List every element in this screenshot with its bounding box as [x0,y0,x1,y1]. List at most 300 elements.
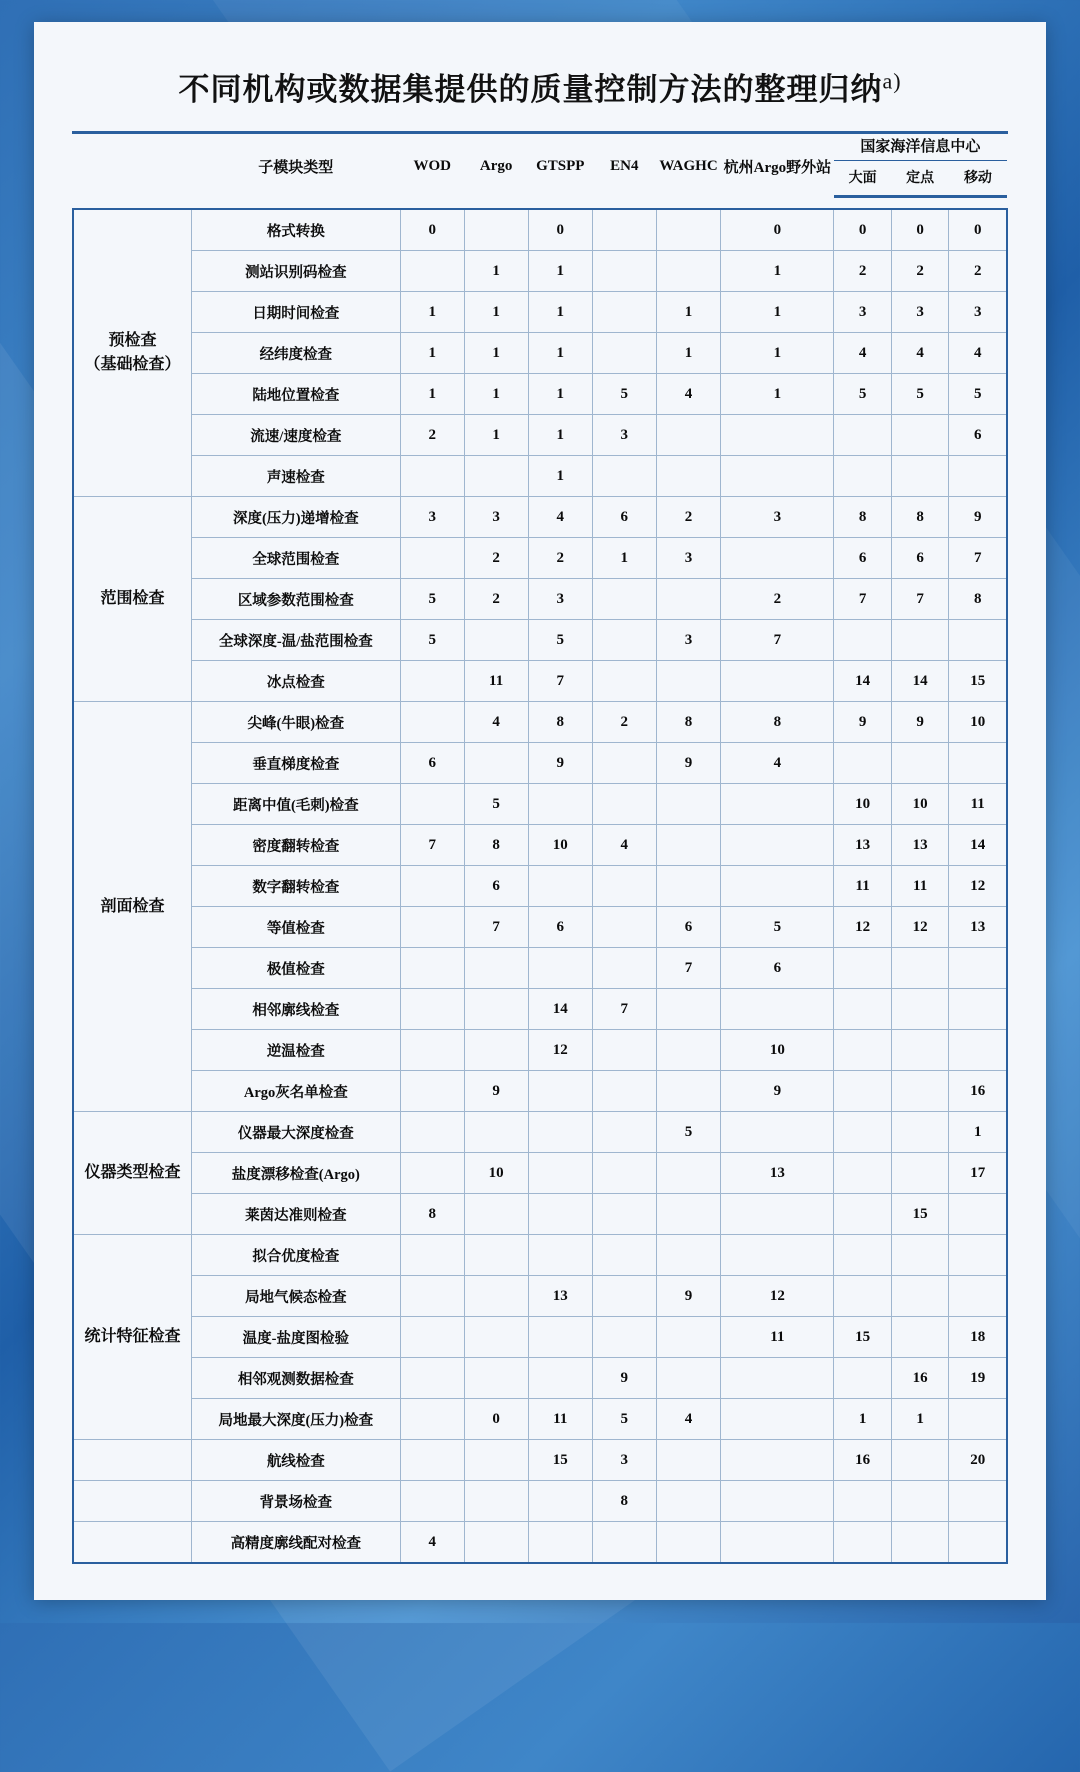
cell-en4 [592,1235,656,1276]
cell-dingdian [891,743,949,784]
table-row [73,333,1007,374]
cell-dingdian: 7 [891,579,949,620]
cell-wod: 4 [400,1522,464,1564]
cell-wod: 7 [400,825,464,866]
cell-argo: 2 [464,579,528,620]
cell-gtspp: 12 [528,1030,592,1071]
cell-damian: 7 [834,579,892,620]
cell-hangzhou [721,784,834,825]
cell-wod [400,1112,464,1153]
cell-hangzhou: 0 [721,209,834,251]
cell-waghc [656,1440,721,1481]
cell-hangzhou [721,415,834,456]
cell-argo [464,1235,528,1276]
cell-yidong [949,1235,1007,1276]
cell-waghc [656,1522,721,1564]
cell-yidong: 2 [949,251,1007,292]
cell-gtspp: 11 [528,1399,592,1440]
table-row [73,497,1007,538]
cell-argo [464,1440,528,1481]
cell-argo: 7 [464,907,528,948]
cell-en4: 3 [592,415,656,456]
cell-wod [400,1440,464,1481]
cell-yidong: 20 [949,1440,1007,1481]
cell-en4 [592,907,656,948]
cell-hangzhou: 2 [721,579,834,620]
cell-yidong: 10 [949,702,1007,743]
cell-gtspp: 3 [528,579,592,620]
cell-dingdian [891,948,949,989]
cell-en4 [592,251,656,292]
header-col-waghc: WAGHC [659,157,718,174]
table-row [73,702,1007,743]
table-row [73,1522,1007,1564]
cell-gtspp: 9 [528,743,592,784]
cell-gtspp [528,1317,592,1358]
cell-hangzhou: 8 [721,702,834,743]
cell-damian [834,989,892,1030]
table-row [73,374,1007,415]
table-row [73,292,1007,333]
cell-gtspp: 1 [528,292,592,333]
cell-wod [400,1235,464,1276]
cell-en4 [592,661,656,702]
table-row [73,579,1007,620]
cell-damian [834,1194,892,1235]
cell-wod [400,907,464,948]
row-item-label: 逆温检查 [191,1030,400,1071]
cell-dingdian [891,1522,949,1564]
table-row [73,1235,1007,1276]
cell-waghc: 3 [656,620,721,661]
table-row [73,1358,1007,1399]
cell-gtspp: 1 [528,456,592,497]
row-item-label: 盐度漂移检查(Argo) [191,1153,400,1194]
cell-waghc: 6 [656,907,721,948]
cell-yidong: 15 [949,661,1007,702]
cell-en4 [592,292,656,333]
cell-gtspp: 5 [528,620,592,661]
cell-waghc [656,989,721,1030]
cell-wod: 6 [400,743,464,784]
cell-waghc: 2 [656,497,721,538]
cell-wod: 2 [400,415,464,456]
cell-gtspp: 13 [528,1276,592,1317]
cell-dingdian: 8 [891,497,949,538]
cell-hangzhou: 11 [721,1317,834,1358]
table-row [73,784,1007,825]
cell-waghc [656,866,721,907]
cell-dingdian: 1 [891,1399,949,1440]
row-item-label: 测站识别码检查 [191,251,400,292]
row-group-precheck: 预检查 （基础检查） [73,209,191,497]
cell-hangzhou: 6 [721,948,834,989]
table-row [73,1276,1007,1317]
cell-waghc: 5 [656,1112,721,1153]
cell-en4: 4 [592,825,656,866]
cell-dingdian [891,1030,949,1071]
header-col-gtspp: GTSPP [536,157,585,174]
table-row [73,866,1007,907]
cell-gtspp: 1 [528,374,592,415]
cell-wod [400,989,464,1030]
cell-waghc [656,1071,721,1112]
cell-waghc [656,1235,721,1276]
document-sheet [34,22,1046,1600]
cell-hangzhou: 3 [721,497,834,538]
cell-dingdian [891,1153,949,1194]
cell-wod [400,866,464,907]
cell-argo: 1 [464,292,528,333]
cell-hangzhou [721,1399,834,1440]
cell-hangzhou: 9 [721,1071,834,1112]
cell-hangzhou [721,1440,834,1481]
cell-yidong [949,948,1007,989]
table-row [73,251,1007,292]
cell-hangzhou: 5 [721,907,834,948]
cell-yidong [949,1481,1007,1522]
cell-hangzhou: 7 [721,620,834,661]
cell-waghc: 1 [656,333,721,374]
cell-waghc [656,1481,721,1522]
row-item-label: 航线检查 [191,1440,400,1481]
cell-waghc [656,251,721,292]
row-group-instrument-check: 仪器类型检查 [73,1112,191,1235]
cell-gtspp: 0 [528,209,592,251]
cell-damian: 14 [834,661,892,702]
cell-gtspp: 1 [528,333,592,374]
cell-en4: 9 [592,1358,656,1399]
cell-argo [464,1112,528,1153]
cell-argo [464,209,528,251]
cell-waghc: 4 [656,374,721,415]
cell-argo: 8 [464,825,528,866]
cell-gtspp [528,1358,592,1399]
cell-damian [834,1522,892,1564]
cell-hangzhou: 13 [721,1153,834,1194]
cell-yidong: 8 [949,579,1007,620]
page-title-superscript: a) [882,68,902,94]
cell-yidong [949,1522,1007,1564]
cell-gtspp [528,866,592,907]
cell-en4 [592,1153,656,1194]
cell-gtspp: 14 [528,989,592,1030]
cell-wod: 0 [400,209,464,251]
cell-waghc [656,661,721,702]
cell-en4 [592,333,656,374]
cell-argo: 1 [464,374,528,415]
cell-damian: 4 [834,333,892,374]
cell-wod: 3 [400,497,464,538]
cell-damian [834,1276,892,1317]
cell-wod [400,1317,464,1358]
cell-en4 [592,620,656,661]
table-row [73,661,1007,702]
cell-wod [400,1399,464,1440]
cell-hangzhou: 1 [721,251,834,292]
cell-argo [464,1522,528,1564]
cell-wod [400,661,464,702]
cell-damian: 2 [834,251,892,292]
cell-waghc: 1 [656,292,721,333]
cell-damian [834,415,892,456]
cell-yidong: 0 [949,209,1007,251]
row-item-label: 格式转换 [191,209,400,251]
table-row [73,456,1007,497]
cell-en4 [592,1030,656,1071]
cell-damian [834,1153,892,1194]
cell-dingdian: 14 [891,661,949,702]
cell-en4: 1 [592,538,656,579]
cell-yidong: 12 [949,866,1007,907]
cell-argo [464,1194,528,1235]
cell-wod: 1 [400,292,464,333]
cell-yidong: 5 [949,374,1007,415]
cell-yidong: 4 [949,333,1007,374]
row-item-label: 声速检查 [191,456,400,497]
cell-damian: 0 [834,209,892,251]
cell-argo [464,1481,528,1522]
qc-methods-table [72,134,1008,1564]
cell-waghc [656,784,721,825]
cell-wod [400,251,464,292]
cell-wod [400,456,464,497]
cell-en4: 7 [592,989,656,1030]
header-group-nmdis: 国家海洋信息中心 [834,134,1007,161]
cell-yidong: 19 [949,1358,1007,1399]
cell-wod [400,1030,464,1071]
row-item-label: 全球范围检查 [191,538,400,579]
cell-waghc [656,456,721,497]
cell-argo: 2 [464,538,528,579]
cell-gtspp: 7 [528,661,592,702]
cell-yidong [949,1194,1007,1235]
cell-gtspp [528,1481,592,1522]
cell-damian [834,1030,892,1071]
cell-dingdian [891,415,949,456]
row-item-label: 相邻廓线检查 [191,989,400,1030]
cell-damian: 10 [834,784,892,825]
table-row [73,415,1007,456]
table-row [73,948,1007,989]
cell-yidong: 14 [949,825,1007,866]
cell-dingdian [891,1235,949,1276]
cell-damian [834,620,892,661]
cell-argo: 3 [464,497,528,538]
cell-damian: 9 [834,702,892,743]
table-row [73,1194,1007,1235]
cell-en4 [592,866,656,907]
header-submodule: 子模块类型 [258,159,334,176]
cell-wod [400,784,464,825]
row-item-label: 陆地位置检查 [191,374,400,415]
cell-argo [464,743,528,784]
row-item-label: 全球深度-温/盐范围检查 [191,620,400,661]
cell-argo: 6 [464,866,528,907]
cell-waghc: 9 [656,1276,721,1317]
cell-dingdian: 16 [891,1358,949,1399]
header-subcol-damian: 大面 [834,161,892,197]
cell-damian [834,1235,892,1276]
cell-dingdian [891,1317,949,1358]
table-row [73,620,1007,661]
table-row [73,1481,1007,1522]
row-item-label: 局地最大深度(压力)检查 [191,1399,400,1440]
table-row [73,825,1007,866]
cell-hangzhou [721,1481,834,1522]
cell-en4 [592,784,656,825]
cell-yidong: 3 [949,292,1007,333]
row-item-label: Argo灰名单检查 [191,1071,400,1112]
table-row [73,1030,1007,1071]
row-group-statistical-check: 统计特征检查 [73,1235,191,1440]
cell-gtspp: 10 [528,825,592,866]
table-row [73,743,1007,784]
cell-argo [464,948,528,989]
header-subcol-yidong: 移动 [949,161,1007,197]
table-row [73,1071,1007,1112]
row-item-label: 相邻观测数据检查 [191,1358,400,1399]
row-item-label: 区域参数范围检查 [191,579,400,620]
cell-waghc [656,825,721,866]
cell-yidong: 9 [949,497,1007,538]
cell-damian: 13 [834,825,892,866]
cell-dingdian: 11 [891,866,949,907]
cell-yidong: 11 [949,784,1007,825]
row-item-label: 冰点检查 [191,661,400,702]
cell-argo: 4 [464,702,528,743]
row-item-label: 拟合优度检查 [191,1235,400,1276]
cell-en4: 3 [592,1440,656,1481]
cell-dingdian [891,1440,949,1481]
page-title-text: 不同机构或数据集提供的质量控制方法的整理归纳 [178,72,883,107]
cell-argo [464,989,528,1030]
cell-gtspp [528,1194,592,1235]
row-item-label: 尖峰(牛眼)检查 [191,702,400,743]
cell-yidong: 6 [949,415,1007,456]
cell-damian [834,948,892,989]
cell-argo: 1 [464,415,528,456]
table-row [73,1153,1007,1194]
cell-yidong: 7 [949,538,1007,579]
cell-yidong [949,989,1007,1030]
table-row [73,907,1007,948]
row-item-label: 经纬度检查 [191,333,400,374]
cell-en4: 5 [592,1399,656,1440]
cell-hangzhou: 12 [721,1276,834,1317]
cell-dingdian: 10 [891,784,949,825]
row-item-label: 高精度廓线配对检查 [191,1522,400,1564]
cell-dingdian: 2 [891,251,949,292]
header-col-hangzhou-argo: 杭州Argo野外站 [723,159,832,176]
row-item-label: 流速/速度检查 [191,415,400,456]
cell-damian: 5 [834,374,892,415]
cell-damian: 12 [834,907,892,948]
cell-dingdian: 9 [891,702,949,743]
cell-yidong: 18 [949,1317,1007,1358]
cell-gtspp [528,1071,592,1112]
cell-dingdian [891,1276,949,1317]
header-subcol-dingdian: 定点 [891,161,949,197]
cell-yidong [949,456,1007,497]
cell-gtspp [528,1235,592,1276]
cell-yidong [949,1399,1007,1440]
row-item-label: 等值检查 [191,907,400,948]
row-item-label: 垂直梯度检查 [191,743,400,784]
row-item-label: 极值检查 [191,948,400,989]
row-item-label: 温度-盐度图检验 [191,1317,400,1358]
header-col-wod: WOD [413,157,451,174]
cell-argo: 0 [464,1399,528,1440]
cell-waghc: 7 [656,948,721,989]
cell-damian: 11 [834,866,892,907]
cell-hangzhou [721,1522,834,1564]
cell-wod [400,1071,464,1112]
row-item-label: 仪器最大深度检查 [191,1112,400,1153]
cell-hangzhou [721,1112,834,1153]
cell-damian [834,1071,892,1112]
cell-hangzhou: 1 [721,333,834,374]
cell-waghc [656,1030,721,1071]
cell-hangzhou: 1 [721,374,834,415]
cell-dingdian: 5 [891,374,949,415]
cell-gtspp: 8 [528,702,592,743]
row-item-label: 背景场检查 [191,1481,400,1522]
cell-en4 [592,743,656,784]
table-row [73,1399,1007,1440]
cell-hangzhou [721,538,834,579]
cell-hangzhou: 10 [721,1030,834,1071]
cell-yidong [949,1030,1007,1071]
cell-dingdian: 4 [891,333,949,374]
cell-waghc [656,1317,721,1358]
page-title [34,22,1046,109]
cell-damian: 15 [834,1317,892,1358]
cell-gtspp: 1 [528,251,592,292]
cell-en4: 5 [592,374,656,415]
header-col-en4: EN4 [610,157,639,174]
cell-waghc: 9 [656,743,721,784]
cell-wod [400,1358,464,1399]
cell-en4: 2 [592,702,656,743]
cell-yidong [949,1276,1007,1317]
table-row [73,538,1007,579]
cell-hangzhou [721,866,834,907]
cell-wod [400,1481,464,1522]
cell-dingdian: 15 [891,1194,949,1235]
cell-hangzhou: 1 [721,292,834,333]
cell-damian: 6 [834,538,892,579]
cell-waghc [656,1194,721,1235]
cell-wod [400,948,464,989]
cell-yidong [949,620,1007,661]
cell-dingdian [891,989,949,1030]
cell-argo: 10 [464,1153,528,1194]
cell-argo: 1 [464,251,528,292]
cell-hangzhou: 4 [721,743,834,784]
cell-dingdian [891,1481,949,1522]
cell-waghc: 3 [656,538,721,579]
row-item-label: 日期时间检查 [191,292,400,333]
row-item-label: 距离中值(毛刺)检查 [191,784,400,825]
cell-damian: 16 [834,1440,892,1481]
cell-hangzhou [721,1194,834,1235]
cell-waghc [656,1358,721,1399]
cell-gtspp [528,948,592,989]
cell-dingdian [891,456,949,497]
cell-dingdian [891,1071,949,1112]
cell-waghc [656,415,721,456]
